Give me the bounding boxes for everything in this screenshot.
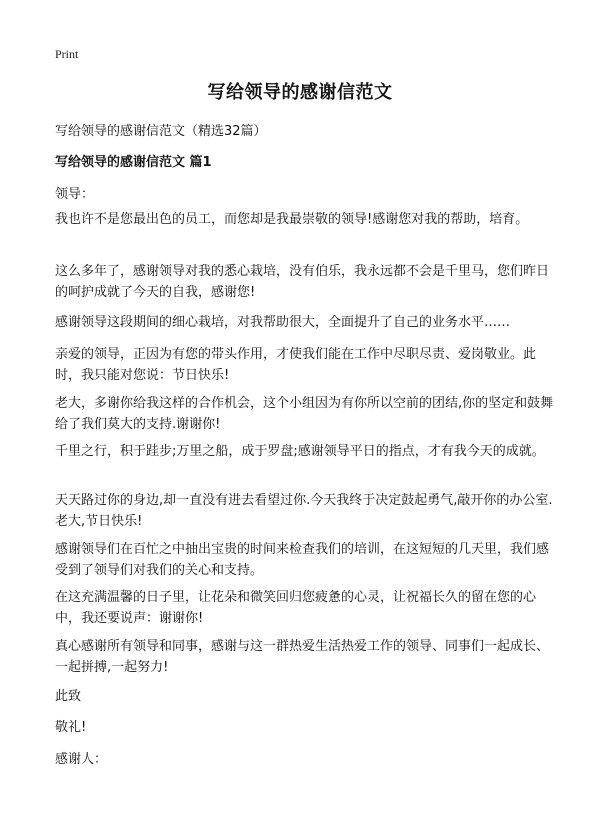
print-link[interactable]: Print <box>55 47 79 61</box>
paragraph-5: 老大，多谢你给我这样的合作机会，这个小组因为有你所以空前的团结,你的坚定和鼓舞给了我们莫大的支持.谢谢你! <box>55 396 554 432</box>
salutation: 领导： <box>55 187 95 202</box>
paragraph-7: 天天路过你的身边,却一直没有进去看望过你.今天我终于决定鼓起勇气,敲开你的办公室.老大,节日快乐! <box>55 493 553 529</box>
paragraph-1: 我也许不是您最出色的员工，而您却是我最崇敬的领导!感谢您对我的帮助，培育。 <box>55 212 529 227</box>
section-heading: 写给领导的感谢信范文 篇1 <box>55 155 212 170</box>
paragraph-10: 真心感谢所有领导和同事，感谢与这一群热爱生活热爱工作的领导、同事们一起成长、一起拼搏,一起努力! <box>55 639 550 675</box>
paragraph-8: 感谢领导们在百忙之中抽出宝贵的时间来检查我们的培训，在这短短的几天里，我们感受到了领导们对我们的关心和支持。 <box>55 542 550 578</box>
paragraph-4: 亲爱的领导，正因为有您的带头作用，才使我们能在工作中尽职尽责、爱岗敬业。此时，我只能对您说：节日快乐! <box>55 347 537 383</box>
paragraph-3: 感谢领导这段期间的细心栽培，对我帮助很大，全面提升了自己的业务水平…… <box>55 315 511 330</box>
page-title: 写给领导的感谢信范文 <box>207 82 393 103</box>
paragraph-6: 千里之行，积于跬步;万里之船，成于罗盘;感谢领导平日的指点，才有我今天的成就。 <box>55 444 545 459</box>
paragraph-9: 在这充满温馨的日子里，让花朵和微笑回归您疲惫的心灵，让祝福长久的留在您的心中，我还要说声：谢谢你! <box>55 590 537 626</box>
closing-line-2: 敬礼! <box>55 720 87 735</box>
closing-line-3: 感谢人： <box>55 752 108 767</box>
closing-line-1: 此致 <box>55 689 82 704</box>
paragraph-2: 这么多年了，感谢领导对我的悉心栽培，没有伯乐，我永远都不会是千里马，您们昨日的呵护成就了今天的自我，感谢您! <box>55 264 550 300</box>
document-subtitle: 写给领导的感谢信范文（精选32篇） <box>55 124 267 139</box>
